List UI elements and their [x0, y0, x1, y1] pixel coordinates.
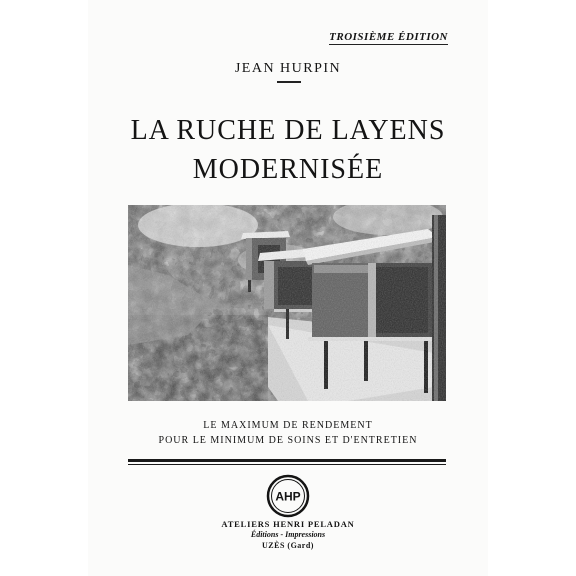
ahp-logo-icon: [266, 474, 310, 518]
edition-label: TROISIÈME ÉDITION: [329, 31, 448, 43]
beehives-photo: [128, 205, 446, 401]
subtitle-line-2: POUR LE MINIMUM DE SOINS ET D'ENTRETIEN: [158, 435, 418, 446]
double-rule-thin: [128, 464, 446, 465]
subtitle-line-1: LE MAXIMUM DE RENDEMENT: [203, 420, 373, 431]
author-underline: [277, 81, 301, 83]
logo-monogram: AHP: [275, 489, 301, 504]
publisher-activities: Éditions - Impressions: [250, 530, 326, 539]
book-cover: [88, 0, 488, 576]
title-line-1: LA RUCHE DE LAYENS: [130, 115, 446, 146]
title-line-2: MODERNISÉE: [192, 154, 384, 185]
author-name: JEAN HURPIN: [234, 61, 342, 76]
publisher-name: ATELIERS HENRI PELADAN: [221, 519, 355, 529]
beehives-illustration: [128, 205, 446, 401]
publisher-location: UZÈS (Gard): [262, 541, 314, 550]
double-rule-thick: [128, 459, 446, 462]
